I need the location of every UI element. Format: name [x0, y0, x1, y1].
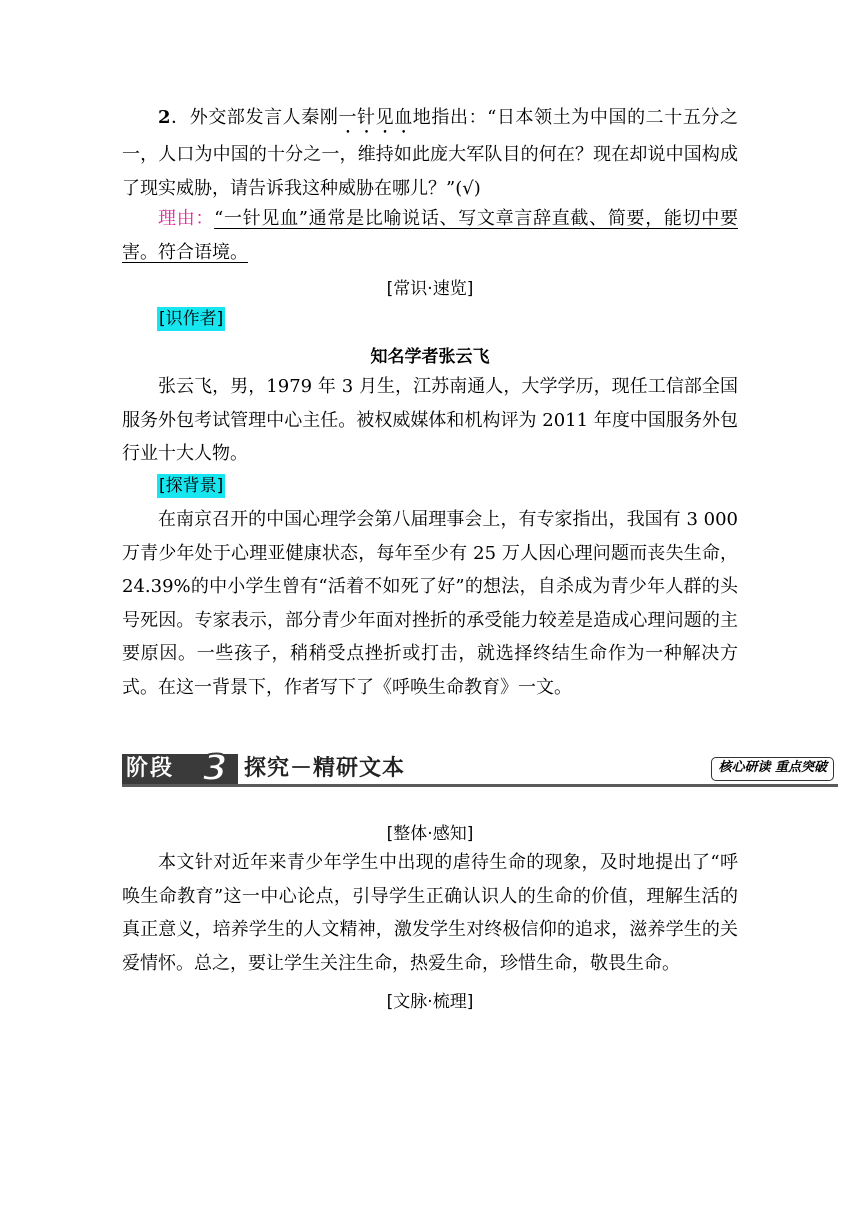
- stage-banner: [122, 748, 838, 789]
- overall-paragraph: 本文针对近年来青少年学生中出现的虐待生命的现象，及时地提出了“呼唤生命教育”这一中心论点，引导学生正确认识人的生命的价值，理解生活的真正意义，培养学生的人文精神，激发学生对终极信仰的追求，滋养学生的关爱情怀。总之，要让学生关注生命，热爱生命，珍惜生命，敬畏生命。: [122, 852, 738, 974]
- question-text-before: ．外交部发言人秦刚: [170, 107, 339, 128]
- stage-number: 3: [202, 748, 228, 789]
- background-paragraph: 在南京召开的中国心理学会第八届理事会上，有专家指出，我国有 3 000 万青少年处于心理亚健康状态，每年至少有 25 万人因心理问题而丧失生命，24.39%的中小学生曾有“活着不如死了好”的想法，自杀成为青少年人群的头号死因。专家表示，部分青少年面对挫折的承受能力较差是造成心理问题的主要原因。一些孩子，稍稍受点挫折或打击，就选择终结生命作为一种解决方式。在这一背景下，作者写下了《呼唤生命教育》一文。: [122, 509, 738, 698]
- question-2: [122, 101, 738, 205]
- author-paragraph: 张云飞，男，1979 年 3 月生，江苏南通人，大学学历，现任工信部全国服务外包考试管理中心主任。被权威媒体和机构评为 2011 年度中国服务外包行业十大人物。: [122, 376, 738, 464]
- author-title: 知名学者张云飞: [370, 347, 490, 367]
- tag-author: [识作者]: [159, 309, 224, 329]
- section-heading-overall: [整体·感知]: [386, 824, 474, 844]
- stage-box-label: 核心研读 重点突破: [711, 757, 834, 781]
- question-text-after: 地指出：“日本领土为中国的二十五分之一，人口为中国的十分之一，维持如此庞大军队目的何在？现在却说中国构成了现实威胁，请告诉我这种威胁在哪儿？”(√): [122, 107, 739, 199]
- tag-background: [探背景]: [159, 476, 224, 496]
- reason-label: 理由：: [158, 208, 215, 229]
- section-heading-context: [文脉·梳理]: [386, 992, 474, 1012]
- stage-label: 阶段: [122, 754, 206, 784]
- reason-text: “一针见血”通常是比喻说话、写文章言辞直截、简要，能切中要害。符合语境。: [122, 208, 738, 263]
- section-heading-quick: [常识·速览]: [386, 279, 474, 299]
- reason-paragraph: [122, 202, 738, 269]
- dotted-phrase: 一针见血: [338, 107, 413, 128]
- question-number: 2: [158, 107, 171, 128]
- stage-title: 探究－精研文本: [244, 756, 406, 781]
